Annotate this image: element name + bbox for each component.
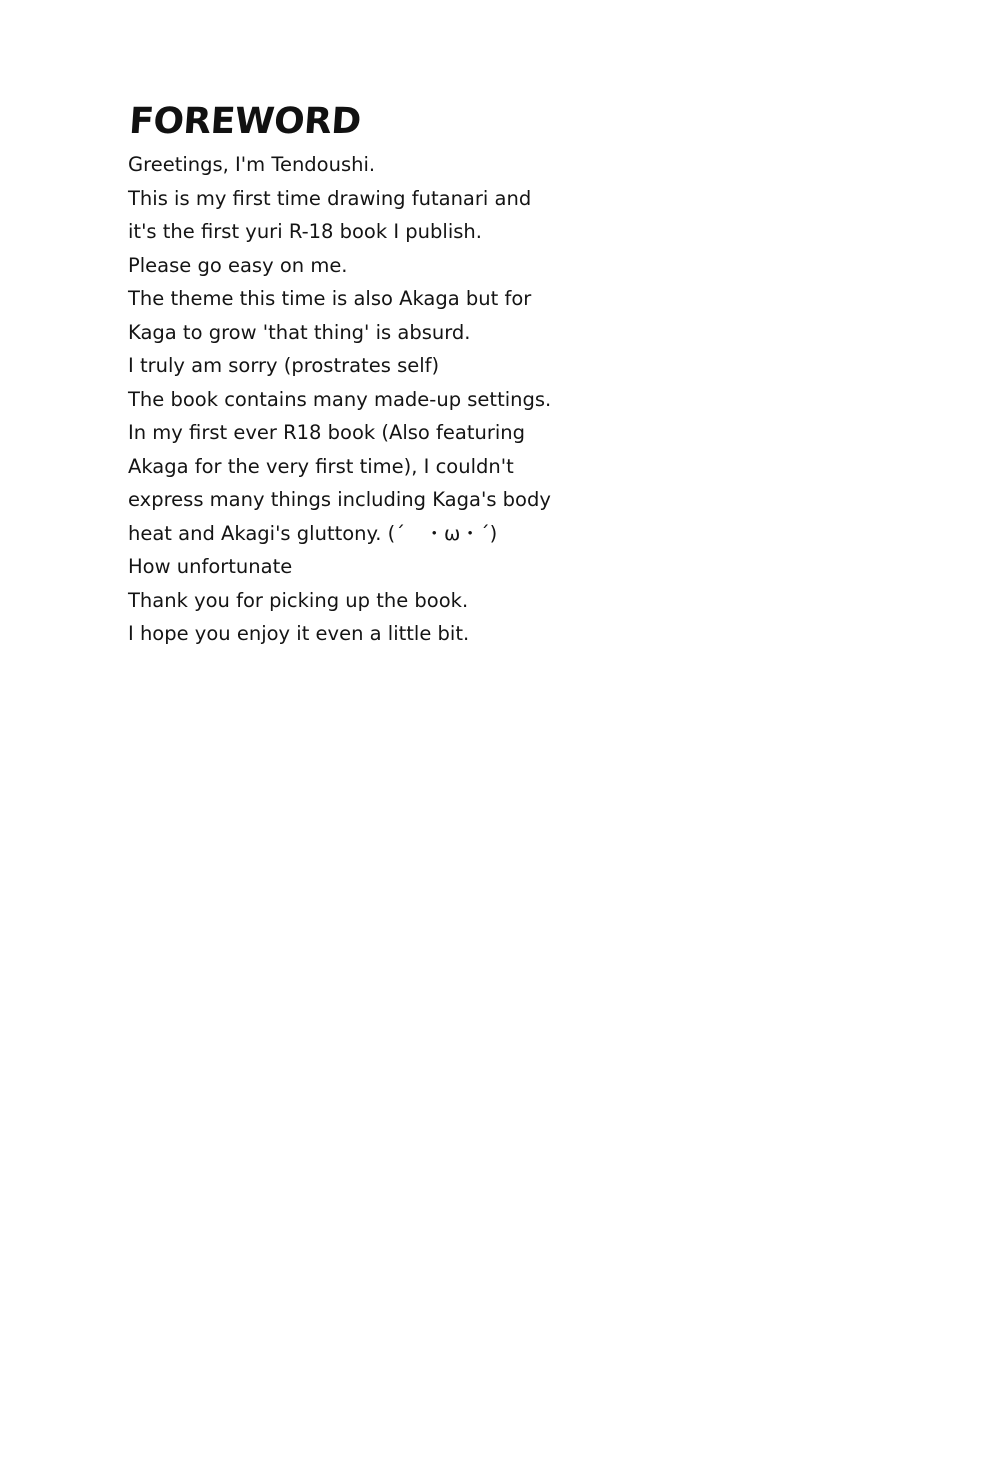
body-line: I hope you enjoy it even a little bit. <box>128 622 470 645</box>
body-line: The book contains many made-up settings. <box>128 387 552 411</box>
page-title: FOREWORD <box>127 101 363 142</box>
body-line: I truly am sorry (prostrates self) <box>128 354 440 377</box>
body-line: How unfortunate <box>128 555 293 578</box>
body-line: Greetings, I'm Tendoushi. <box>128 153 376 176</box>
body-line: Thank you for picking up the book. <box>128 588 469 612</box>
body-line: In my first ever R18 book (Also featuring <box>128 421 526 444</box>
body-line: Akaga for the very first time), I couldn't <box>128 454 514 478</box>
foreword-body <box>128 148 558 651</box>
body-line: The theme this time is also Akaga but for <box>128 287 532 310</box>
body-line: express many things including Kaga's body <box>128 488 551 511</box>
body-line: it's the first yuri R-18 book I publish. <box>128 220 482 243</box>
body-line: This is my first time drawing futanari and <box>128 186 532 210</box>
foreword-section <box>127 101 558 651</box>
body-line: Kaga to grow 'that thing' is absurd. <box>128 320 471 344</box>
body-line: Please go easy on me. <box>128 253 348 277</box>
body-line: heat and Akagi's gluttony. (´ ・ω・´) <box>128 521 498 545</box>
